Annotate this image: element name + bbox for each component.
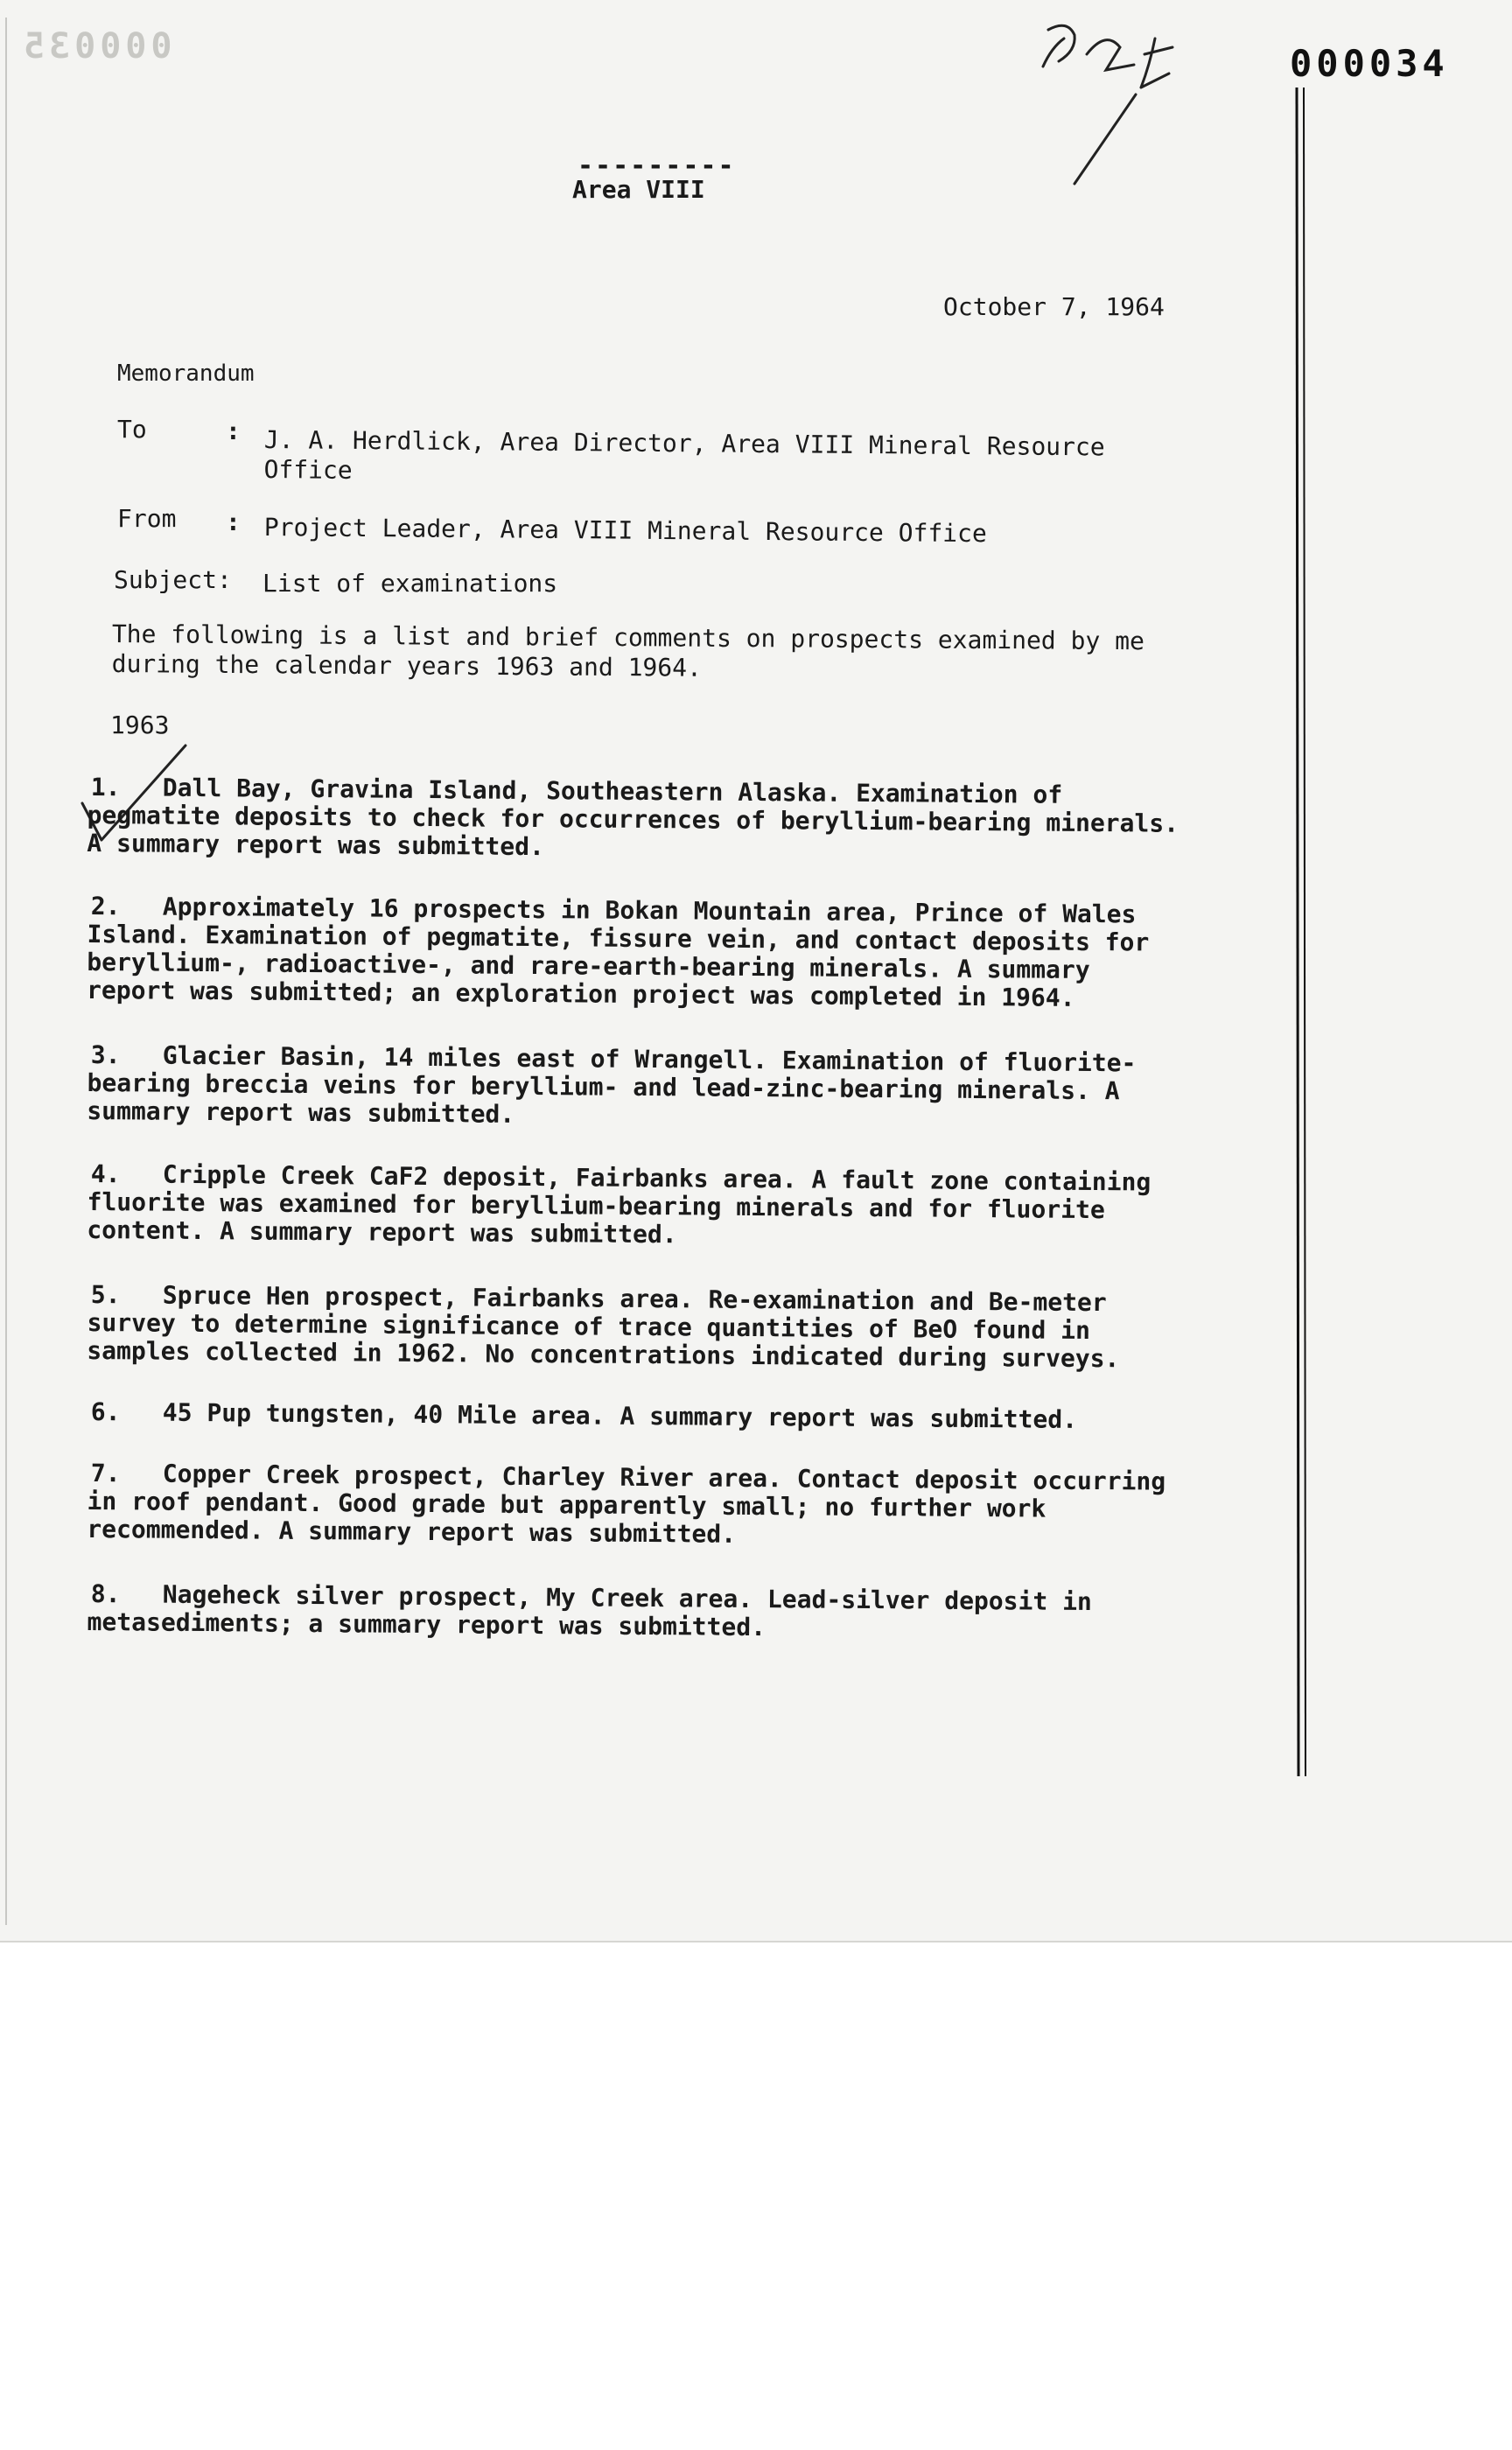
memo-date: October 7, 1964	[943, 292, 1165, 321]
item-number: 3.	[90, 1040, 121, 1070]
year-heading: 1963	[110, 710, 170, 739]
intro-paragraph: The following is a list and brief comments on prospects examined by me during the calendar years 1963 and 1964.	[111, 620, 1145, 682]
from-colon: :	[226, 508, 241, 536]
list-item	[87, 1580, 1189, 1645]
subject-label: Subject:	[114, 565, 232, 594]
to-colon: :	[226, 416, 241, 445]
memo-label: Memorandum	[117, 360, 255, 387]
item-number: 2.	[90, 892, 121, 921]
scan-edge-line	[5, 18, 7, 1925]
list-item	[87, 1041, 1190, 1134]
item-text: 45 Pup tungsten, 40 Mile area. A summary report was submitted.	[162, 1397, 1078, 1434]
subject-value: List of examinations	[262, 569, 558, 598]
from-label: From	[117, 504, 177, 533]
item-text: Glacier Basin, 14 miles east of Wrangell. Examination of fluorite-bearing breccia veins for beryllium- and lead-zinc-bearing minerals. A summary report was submitted.	[87, 1040, 1137, 1129]
item-number: 1.	[90, 773, 121, 802]
item-number: 6.	[90, 1397, 121, 1427]
divider-line: ---------	[578, 150, 736, 181]
list-item	[87, 1160, 1190, 1253]
margin-rule	[1293, 88, 1311, 1776]
list-item	[87, 1460, 1190, 1552]
handwritten-annotation	[1032, 12, 1190, 187]
list-item	[88, 1398, 1190, 1435]
item-text: Nageheck silver prospect, My Creek area. Lead-silver deposit in metasediments; a summary report was submitted.	[87, 1579, 1093, 1642]
from-value: Project Leader, Area VIII Mineral Resource Office	[263, 513, 987, 549]
area-title: Area VIII	[572, 175, 705, 204]
bleed-through-number: 000035	[19, 26, 172, 66]
item-text: Cripple Creek CaF2 deposit, Fairbanks area. A fault zone containing fluorite was examined for beryllium-bearing minerals and for fluorite content. A summary report was submitted.	[87, 1159, 1152, 1250]
item-number: 7.	[90, 1459, 121, 1488]
list-item	[87, 892, 1190, 1013]
list-item	[87, 1281, 1190, 1374]
item-number: 5.	[90, 1280, 121, 1310]
item-text: Spruce Hen prospect, Fairbanks area. Re-examination and Be-meter survey to determine significance of trace quantities of BeO found in samples collected in 1962. No concentrations indicated during surveys.	[87, 1280, 1120, 1374]
list-item	[87, 774, 1190, 866]
item-number: 4.	[90, 1159, 121, 1189]
document-number: 000034	[1290, 42, 1449, 85]
item-text: Copper Creek prospect, Charley River area. Contact deposit occurring in roof pendant. Good grade but apparently small; no further work recommended. A summary report was submitted.	[87, 1459, 1166, 1549]
item-text: Approximately 16 prospects in Bokan Mountain area, Prince of Wales Island. Examination of pegmatite, fissure vein, and contact deposits for beryllium-, radioactive-, and rare-earth-bearing minerals. A summary report was submitted; an exploration project was completed in 1964.	[86, 892, 1150, 1012]
to-label: To	[117, 415, 147, 444]
item-text: Dall Bay, Gravina Island, Southeastern Alaska. Examination of pegmatite deposits to check for occurrences of beryllium-bearing minerals. A summary report was submitted.	[87, 773, 1180, 862]
to-value: J. A. Herdlick, Area Director, Area VIII Mineral Resource Office	[263, 425, 1105, 485]
item-number: 8.	[90, 1579, 121, 1609]
